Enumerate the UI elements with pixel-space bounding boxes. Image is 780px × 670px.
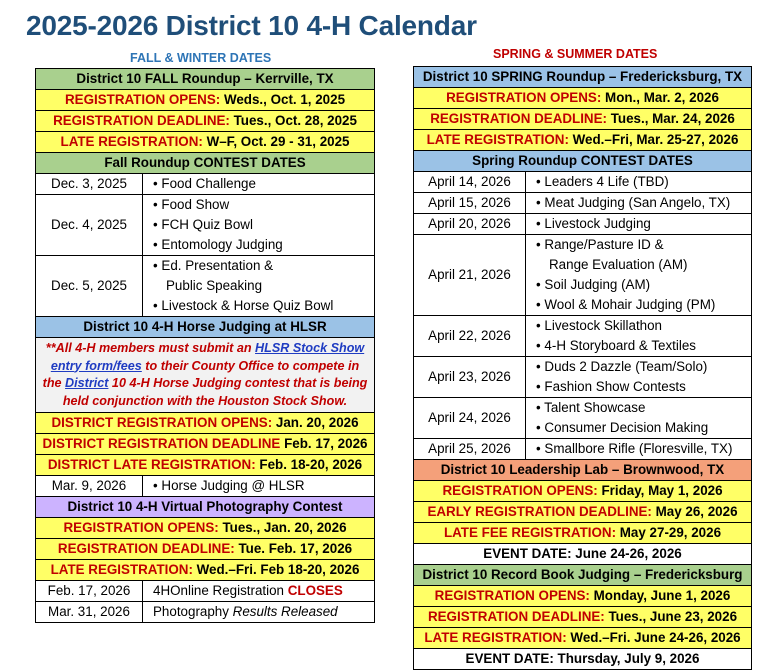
list-item: • Wool & Mohair Judging (PM)	[536, 297, 716, 312]
fall-reg-opens	[36, 90, 375, 111]
fall-late-reg	[36, 132, 375, 153]
lab-reg-opens	[414, 481, 752, 502]
horse-judging-note	[36, 338, 375, 413]
spring-summer-table	[413, 66, 752, 670]
closes-badge: CLOSES	[287, 583, 343, 598]
contest-date: April 22, 2026	[414, 316, 526, 357]
rb-reg-opens-label: REGISTRATION OPENS:	[434, 588, 590, 603]
spring-reg-deadline-value: Tues., Mar. 24, 2026	[610, 111, 735, 126]
horse-reg-opens-label: DISTRICT REGISTRATION OPENS:	[51, 415, 273, 430]
table-row	[36, 476, 375, 497]
table-row	[36, 174, 375, 195]
leadership-lab-title: District 10 Leadership Lab – Brownwood, TX	[414, 460, 752, 481]
contest-items	[526, 357, 752, 398]
contest-date: April 14, 2026	[414, 172, 526, 193]
horse-reg-opens	[36, 413, 375, 434]
contest-items	[526, 214, 752, 235]
list-item: • Livestock Skillathon	[536, 318, 663, 333]
contest-items	[526, 398, 752, 439]
list-item: Public Speaking	[166, 278, 263, 293]
rb-event-date: EVENT DATE: Thursday, July 9, 2026	[414, 649, 752, 670]
spring-late-reg-value: Wed.–Fri, Mar. 25-27, 2026	[572, 132, 739, 147]
spring-contest-title: Spring Roundup CONTEST DATES	[414, 151, 752, 172]
rb-reg-deadline-value: Tues., June 23, 2026	[608, 609, 738, 624]
fall-reg-deadline-label: REGISTRATION DEADLINE:	[53, 113, 230, 128]
photo-row2-text	[143, 602, 375, 623]
contest-items	[526, 439, 752, 460]
spring-reg-opens	[414, 88, 752, 109]
photo-row2-label: Photography	[153, 604, 233, 619]
list-item: • Range/Pasture ID &	[536, 237, 664, 252]
photo-row1-label: 4HOnline Registration	[153, 583, 288, 598]
contest-date: April 20, 2026	[414, 214, 526, 235]
rb-reg-opens	[414, 586, 752, 607]
photo-reg-opens-label: REGISTRATION OPENS:	[63, 520, 219, 535]
photo-late-reg-value: Wed.–Fri. Feb 18-20, 2026	[196, 562, 360, 577]
lab-early-deadline-value: May 26, 2026	[655, 504, 738, 519]
list-item: • Smallbore Rifle (Floresville, TX)	[536, 441, 733, 456]
lab-late-fee-label: LATE FEE REGISTRATION:	[443, 525, 617, 540]
list-item: • Food Challenge	[153, 176, 256, 191]
horse-late-reg-label: DISTRICT LATE REGISTRATION:	[47, 457, 256, 472]
table-row	[414, 316, 752, 357]
rb-reg-opens-value: Monday, June 1, 2026	[593, 588, 731, 603]
photo-row2-date: Mar. 31, 2026	[36, 602, 143, 623]
horse-judging-title: District 10 4-H Horse Judging at HLSR	[36, 317, 375, 338]
table-row	[414, 214, 752, 235]
list-item: Range Evaluation (AM)	[549, 257, 688, 272]
lab-reg-opens-value: Friday, May 1, 2026	[601, 483, 723, 498]
lab-late-fee-value: May 27-29, 2026	[619, 525, 722, 540]
contest-items	[143, 195, 375, 256]
photo-row2-italic: Results Released	[232, 604, 338, 619]
table-row	[36, 256, 375, 317]
spring-reg-deadline	[414, 109, 752, 130]
note-district-word: District	[65, 376, 109, 390]
list-item: • Livestock Judging	[536, 216, 651, 231]
contest-date: Dec. 4, 2025	[36, 195, 143, 256]
lab-reg-opens-label: REGISTRATION OPENS:	[442, 483, 598, 498]
spring-late-reg	[414, 130, 752, 151]
fall-reg-opens-value: Weds., Oct. 1, 2025	[223, 92, 346, 107]
lab-early-deadline-label: EARLY REGISTRATION DEADLINE:	[427, 504, 652, 519]
list-item: • Ed. Presentation &	[153, 258, 274, 273]
record-book-title: District 10 Record Book Judging – Fredericksburg	[414, 565, 752, 586]
table-row	[414, 193, 752, 214]
fall-late-reg-value: W–F, Oct. 29 - 31, 2025	[206, 134, 350, 149]
spring-roundup-title: District 10 SPRING Roundup – Fredericksburg, TX	[414, 67, 752, 88]
horse-reg-deadline-label: DISTRICT REGISTRATION DEADLINE	[42, 436, 281, 451]
list-item: • Soil Judging (AM)	[536, 277, 651, 292]
table-row	[414, 398, 752, 439]
lab-early-deadline	[414, 502, 752, 523]
spring-reg-opens-label: REGISTRATION OPENS:	[446, 90, 602, 105]
list-item: • Livestock & Horse Quiz Bowl	[153, 298, 334, 313]
lab-late-fee	[414, 523, 752, 544]
horse-reg-opens-value: Jan. 20, 2026	[275, 415, 359, 430]
contest-date: April 23, 2026	[414, 357, 526, 398]
table-row	[414, 235, 752, 316]
table-row	[36, 581, 375, 602]
contest-date: April 15, 2026	[414, 193, 526, 214]
fall-reg-deadline-value: Tues., Oct. 28, 2025	[233, 113, 357, 128]
note-text: to their County Office to compete in the	[42, 358, 360, 390]
contest-date: April 25, 2026	[414, 439, 526, 460]
rb-late-reg-value: Wed.–Fri. June 24-26, 2026	[570, 630, 741, 645]
list-item: • Meat Judging (San Angelo, TX)	[536, 195, 731, 210]
contest-date: Dec. 3, 2025	[36, 174, 143, 195]
list-item: • Entomology Judging	[153, 237, 283, 252]
contest-items	[143, 256, 375, 317]
spring-reg-deadline-label: REGISTRATION DEADLINE:	[430, 111, 607, 126]
fall-contest-title: Fall Roundup CONTEST DATES	[36, 153, 375, 174]
horse-event-date: Mar. 9, 2026	[36, 476, 143, 497]
spring-reg-opens-value: Mon., Mar. 2, 2026	[605, 90, 719, 105]
fall-roundup-title: District 10 FALL Roundup – Kerrville, TX	[36, 69, 375, 90]
photo-row1-text	[143, 581, 375, 602]
contest-date: April 21, 2026	[414, 235, 526, 316]
list-item: • Talent Showcase	[536, 400, 646, 415]
table-row	[36, 195, 375, 256]
horse-event-item: • Horse Judging @ HLSR	[143, 476, 375, 497]
horse-reg-deadline	[36, 434, 375, 455]
contest-date: Dec. 5, 2025	[36, 256, 143, 317]
rb-reg-deadline	[414, 607, 752, 628]
spring-late-reg-label: LATE REGISTRATION:	[426, 132, 569, 147]
list-item: • Consumer Decision Making	[536, 420, 709, 435]
photo-reg-deadline	[36, 539, 375, 560]
list-item: • Food Show	[153, 197, 230, 212]
contest-items	[526, 316, 752, 357]
photo-reg-opens	[36, 518, 375, 539]
photo-reg-deadline-value: Tue. Feb. 17, 2026	[238, 541, 353, 556]
hlsr-entry-form-link[interactable]: HLSR Stock Show entry form/fees	[50, 341, 365, 373]
horse-late-reg	[36, 455, 375, 476]
rb-reg-deadline-label: REGISTRATION DEADLINE:	[427, 609, 605, 624]
contest-items	[526, 193, 752, 214]
contest-items	[143, 174, 375, 195]
photo-contest-title: District 10 4-H Virtual Photography Contest	[36, 497, 375, 518]
contest-date: April 24, 2026	[414, 398, 526, 439]
list-item: • 4-H Storyboard & Textiles	[536, 338, 696, 353]
contest-items	[526, 172, 752, 193]
list-item: • Leaders 4 Life (TBD)	[536, 174, 669, 189]
horse-reg-deadline-value: Feb. 17, 2026	[284, 436, 368, 451]
list-item: • Duds 2 Dazzle (Team/Solo)	[536, 359, 708, 374]
table-row	[414, 439, 752, 460]
photo-late-reg	[36, 560, 375, 581]
lab-event-date: EVENT DATE: June 24-26, 2026	[414, 544, 752, 565]
fall-late-reg-label: LATE REGISTRATION:	[60, 134, 203, 149]
photo-late-reg-label: LATE REGISTRATION:	[50, 562, 193, 577]
contest-items	[526, 235, 752, 316]
spring-summer-heading: SPRING & SUMMER DATES	[493, 47, 658, 61]
fall-winter-heading: FALL & WINTER DATES	[130, 51, 272, 65]
horse-late-reg-value: Feb. 18-20, 2026	[259, 457, 363, 472]
page-title: 2025-2026 District 10 4-H Calendar	[26, 10, 477, 41]
table-row	[414, 172, 752, 193]
note-text: 10 4-H Horse Judging contest that is being held conjunction with the Houston Stock Show.	[62, 376, 368, 408]
fall-winter-table	[35, 68, 375, 623]
fall-reg-opens-label: REGISTRATION OPENS:	[64, 92, 221, 107]
photo-reg-opens-value: Tues., Jan. 20, 2026	[222, 520, 347, 535]
rb-late-reg-label: LATE REGISTRATION:	[424, 630, 567, 645]
photo-row1-date: Feb. 17, 2026	[36, 581, 143, 602]
table-row	[36, 602, 375, 623]
note-text: **All 4-H members must submit an	[45, 341, 256, 355]
photo-reg-deadline-label: REGISTRATION DEADLINE:	[57, 541, 235, 556]
table-row	[414, 357, 752, 398]
list-item: • FCH Quiz Bowl	[153, 217, 253, 232]
rb-late-reg	[414, 628, 752, 649]
list-item: • Fashion Show Contests	[536, 379, 686, 394]
fall-reg-deadline	[36, 111, 375, 132]
